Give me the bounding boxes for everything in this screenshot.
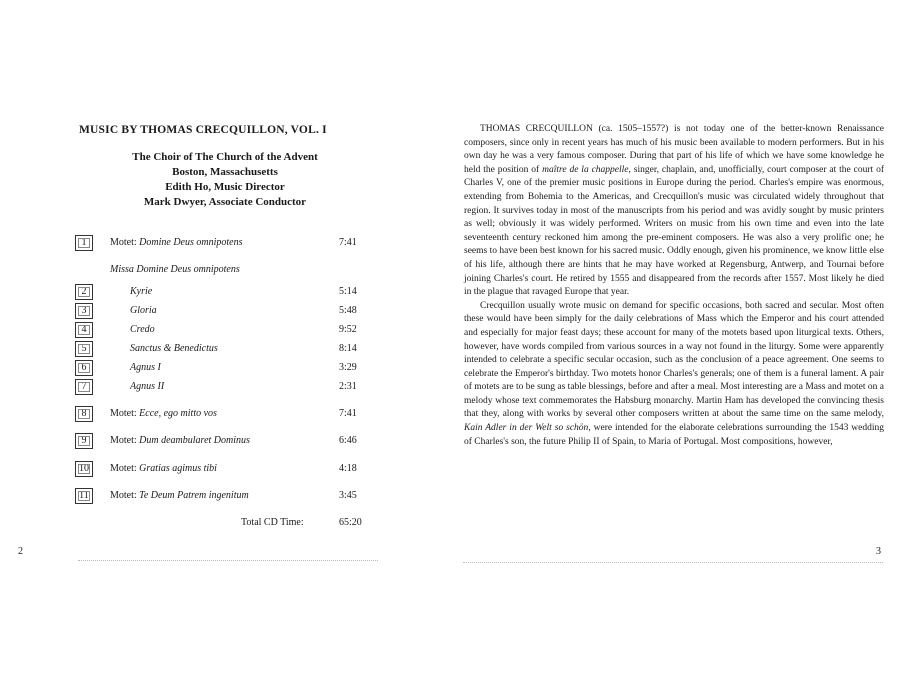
track-time: 6:46	[339, 435, 357, 446]
track-row	[75, 284, 375, 302]
total-time-value: 65:20	[339, 517, 362, 528]
track-title	[130, 381, 164, 392]
essay-run: (ca. 1505–1557?) is not today one of the better-known Renaissance composers, since only in recent years has much of his music been available to modern performers. But in his own day he was a very famous composer. During that part of his life of which we have some knowledge he held the position of	[464, 124, 884, 175]
track-title	[130, 286, 152, 297]
credit-line: Edith Ho, Music Director	[165, 181, 285, 193]
track-row	[75, 303, 375, 321]
track-prefix: Motet:	[110, 490, 140, 501]
track-work: Te Deum Patrem ingenitum	[139, 490, 249, 501]
dotted-rule	[463, 562, 883, 564]
track-time: 7:41	[339, 408, 357, 419]
credit-line: Mark Dwyer, Associate Conductor	[143, 196, 307, 208]
track-time: 8:14	[339, 343, 357, 354]
track-number: 11	[75, 488, 93, 504]
essay-italic: maître de la chappelle	[542, 164, 629, 175]
page-number-left: 2	[18, 546, 23, 557]
track-number: 9	[75, 433, 93, 449]
track-number: 2	[75, 284, 93, 300]
track-work: Ecce, ego mitto vos	[139, 408, 217, 419]
album-title: MUSIC BY THOMAS CRECQUILLON, VOL. I	[79, 124, 327, 136]
track-title	[110, 408, 217, 419]
essay-paragraph	[464, 123, 884, 300]
track-work: Dum deambularet Dominus	[139, 435, 250, 446]
track-row	[75, 360, 375, 378]
track-number: 5	[75, 341, 93, 357]
total-time-label: Total CD Time:	[241, 517, 304, 528]
track-row	[75, 406, 375, 424]
track-time: 7:41	[339, 237, 357, 248]
mass-heading: Missa Domine Deus omnipotens	[110, 264, 240, 275]
essay-run: , singer, chaplain, and, unofficially, court composer at the court of Charles V, one of the premier music positions in Europe during the period. Charles's empire was enormous, extending from Bohemia to the Americas, and Crecquillon's music was circulated widely throughout that region. It survives today in most of the manuscripts from his period and was avidly sought by music printers as well; obviously it was widely performed. Writers on music from his own time and even into the late seventeenth century reckoned him among the pre-eminent composers. He was also a very prolific one; he seems to have been best known for his sacred music. Oddly enough, given his prominence, we know little else of his life, although there are hints that he may have worked at Regensburg, Antwerp, and Tournai before joining Charles's court. He retired by 1555 and disappeared from the records after 1557. Most likely he died in the plague that ravaged Europe that year.	[464, 164, 884, 298]
track-title	[110, 237, 243, 248]
track-row	[75, 379, 375, 397]
essay-lead: THOMAS CRECQUILLON	[480, 124, 593, 134]
essay-paragraph	[464, 300, 884, 450]
credit-line: The Choir of The Church of the Advent	[132, 151, 318, 163]
track-time: 3:29	[339, 362, 357, 373]
track-row	[75, 235, 375, 253]
track-work: Sanctus & Benedictus	[130, 343, 218, 354]
track-prefix: Motet:	[110, 463, 140, 474]
credit-line: Boston, Massachusetts	[172, 166, 278, 178]
credits	[100, 150, 350, 210]
track-time: 4:18	[339, 463, 357, 474]
track-row	[75, 488, 375, 506]
track-number: 1	[75, 235, 93, 251]
track-number: 10	[75, 461, 93, 477]
essay-run: , were intended for the elaborate celebrations surrounding the 1543 wedding of Charles's son, the future Philip II of Spain, to Maria of Portugal. Most compositions, however,	[464, 423, 884, 447]
page-number-right: 3	[876, 546, 881, 557]
track-time: 2:31	[339, 381, 357, 392]
track-work: Gratias agimus tibi	[139, 463, 217, 474]
track-title	[130, 362, 161, 373]
track-row	[75, 341, 375, 359]
track-work: Kyrie	[130, 286, 153, 297]
track-number: 8	[75, 406, 93, 422]
track-row	[75, 322, 375, 340]
track-title	[130, 343, 218, 354]
track-work: Agnus I	[130, 362, 161, 373]
essay-italic: Kain Adler in der Welt so schön	[464, 423, 589, 434]
track-row	[75, 461, 375, 479]
track-number: 4	[75, 322, 93, 338]
track-time: 5:14	[339, 286, 357, 297]
track-work: Credo	[130, 324, 155, 335]
track-title	[110, 435, 250, 446]
track-number: 3	[75, 303, 93, 319]
track-time: 5:48	[339, 305, 357, 316]
track-title	[130, 305, 157, 316]
track-title	[110, 490, 249, 501]
track-title	[130, 324, 155, 335]
track-time: 3:45	[339, 490, 357, 501]
track-prefix: Motet:	[110, 237, 140, 248]
track-work: Gloria	[130, 305, 157, 316]
track-work: Agnus II	[130, 381, 165, 392]
dotted-rule	[78, 560, 378, 562]
essay-text	[464, 123, 884, 449]
track-title	[110, 463, 217, 474]
essay-run: Crecquillon usually wrote music on demand for specific occasions, both sacred and secular. Most often these would have been simply for the daily celebrations of Mass which the Emperor and his court attended and especially for major feast days; these account for many of the motets based upon liturgical texts. Others, however, have words compiled from various sources in a way not found in the liturgy. Some were apparently intended to celebrate a specific secular occasion, such as the conclusion of a peace agreement. One seems to celebrate the Emperor's birthday. Two motets honor Charles's generals; one of them is a funeral lament. A pair of motets are to be sung as table blessings, before and after a meal. Most interesting are a Mass and motet on a melody whose text commemorates the Habsburg monarchy. Martin Ham has developed the convincing thesis that they, along with works by several other composers written at about the same time on the same melody,	[464, 300, 884, 420]
track-prefix: Motet:	[110, 408, 140, 419]
track-time: 9:52	[339, 324, 357, 335]
track-row	[75, 433, 375, 451]
track-number: 7	[75, 379, 93, 395]
track-number: 6	[75, 360, 93, 376]
track-prefix: Motet:	[110, 435, 140, 446]
track-work: Domine Deus omnipotens	[139, 237, 243, 248]
